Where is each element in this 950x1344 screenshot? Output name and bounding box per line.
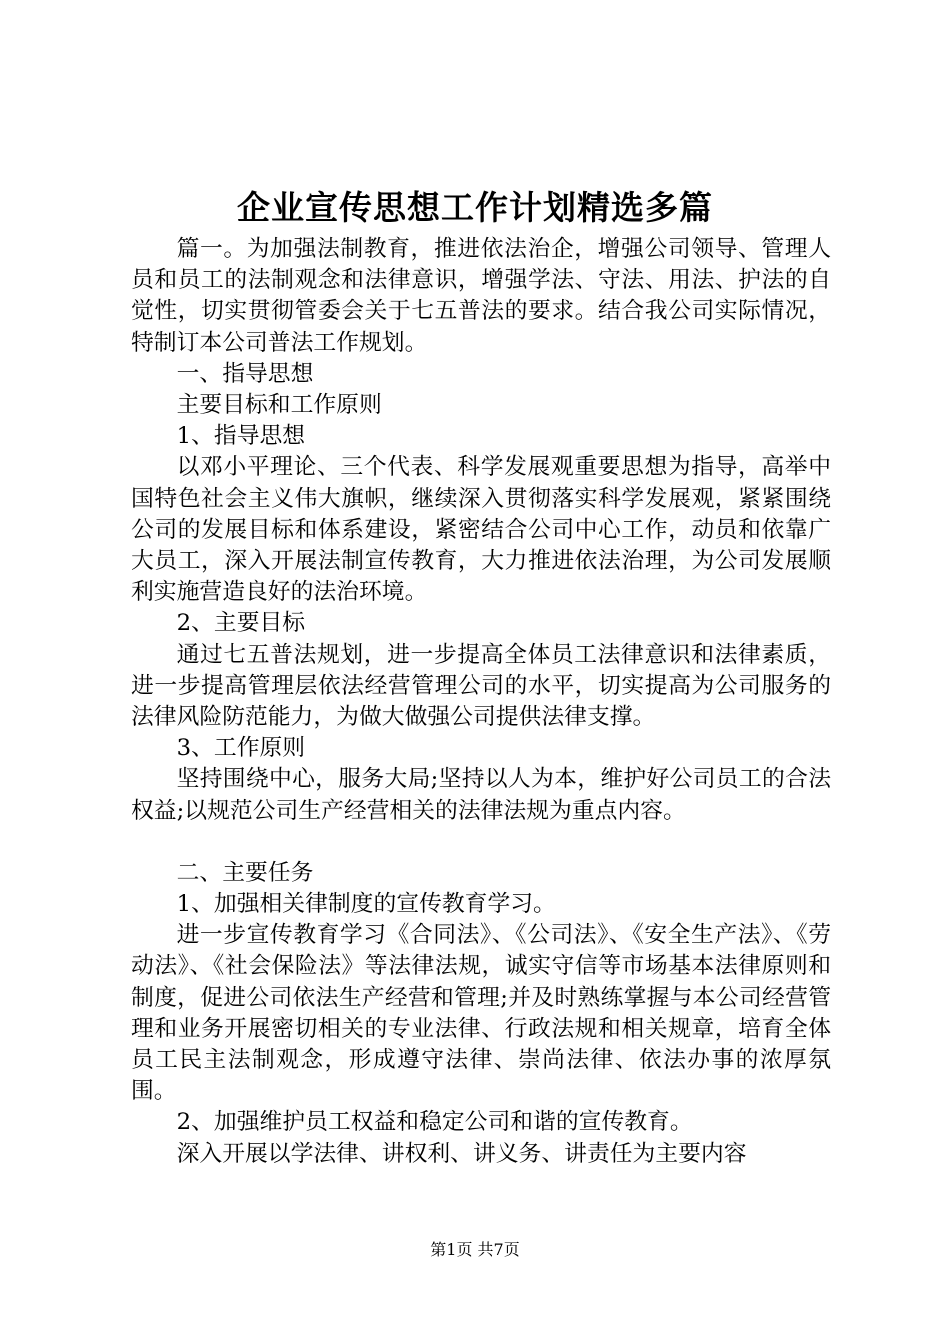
task-2-heading: 2、加强维护员工权益和稳定公司和谐的宣传教育。 <box>176 1109 693 1136</box>
task-1-paragraph: 进一步宣传教育学习《合同法》、《公司法》、《安全生产法》、《劳动法》、《社会保险法》等法律法规，诚实守信等市场基本法律原则和制度，促进公司依法生产经营和管理;并及时熟练掌握与本公司经营管理和业务开展密切相关的专业法律、行政法规和相关规章，培育全体员工民主法制观念，形成遵守法律、崇尚法律、依法办事的浓厚氛围。 <box>131 922 831 1105</box>
subheading-main-goals: 2、主要目标 <box>176 610 306 637</box>
paragraph-spacer <box>131 827 831 858</box>
intro-paragraph: 篇一。为加强法制教育，推进依法治企，增强公司领导、管理人员和员工的法制观念和法律意识，增强学法、守法、用法、护法的自觉性，切实贯彻管委会关于七五普法的要求。结合我公司实际情况，特制订本公司普法工作规划。 <box>131 236 831 356</box>
main-goals-paragraph: 通过七五普法规划，进一步提高全体员工法律意识和法律素质，进一步提高管理层依法经营管理公司的水平，切实提高为公司服务的法律风险防范能力，为做大做强公司提供法律支撑。 <box>131 641 831 731</box>
subheading-work-principles: 3、工作原则 <box>176 735 306 762</box>
section-heading-main-tasks: 二、主要任务 <box>176 859 314 886</box>
guiding-ideology-paragraph: 以邓小平理论、三个代表、科学发展观重要思想为指导，高举中国特色社会主义伟大旗帜，继续深入贯彻落实科学发展观，紧紧围绕公司的发展目标和体系建设，紧密结合公司中心工作，动员和依靠广大员工，深入开展法制宣传教育，大力推进依法治理，为公司发展顺利实施营造良好的法治环境。 <box>131 454 831 606</box>
section-heading-guiding-ideology: 一、指导思想 <box>176 360 314 387</box>
document-title: 企业宣传思想工作计划精选多篇 <box>237 188 713 227</box>
subheading-guiding-ideology: 1、指导思想 <box>176 423 306 450</box>
page-footer: 第1页 共7页 <box>430 1240 520 1259</box>
task-1-heading: 1、加强相关律制度的宣传教育学习。 <box>176 891 556 918</box>
subheading-goals-principles: 主要目标和工作原则 <box>176 392 382 419</box>
document-body <box>131 234 831 1170</box>
work-principles-paragraph: 坚持围绕中心，服务大局;坚持以人为本，维护好公司员工的合法权益;以规范公司生产经营相关的法律法规为重点内容。 <box>131 766 831 824</box>
task-2-paragraph: 深入开展以学法律、讲权利、讲义务、讲责任为主要内容 <box>176 1140 747 1167</box>
